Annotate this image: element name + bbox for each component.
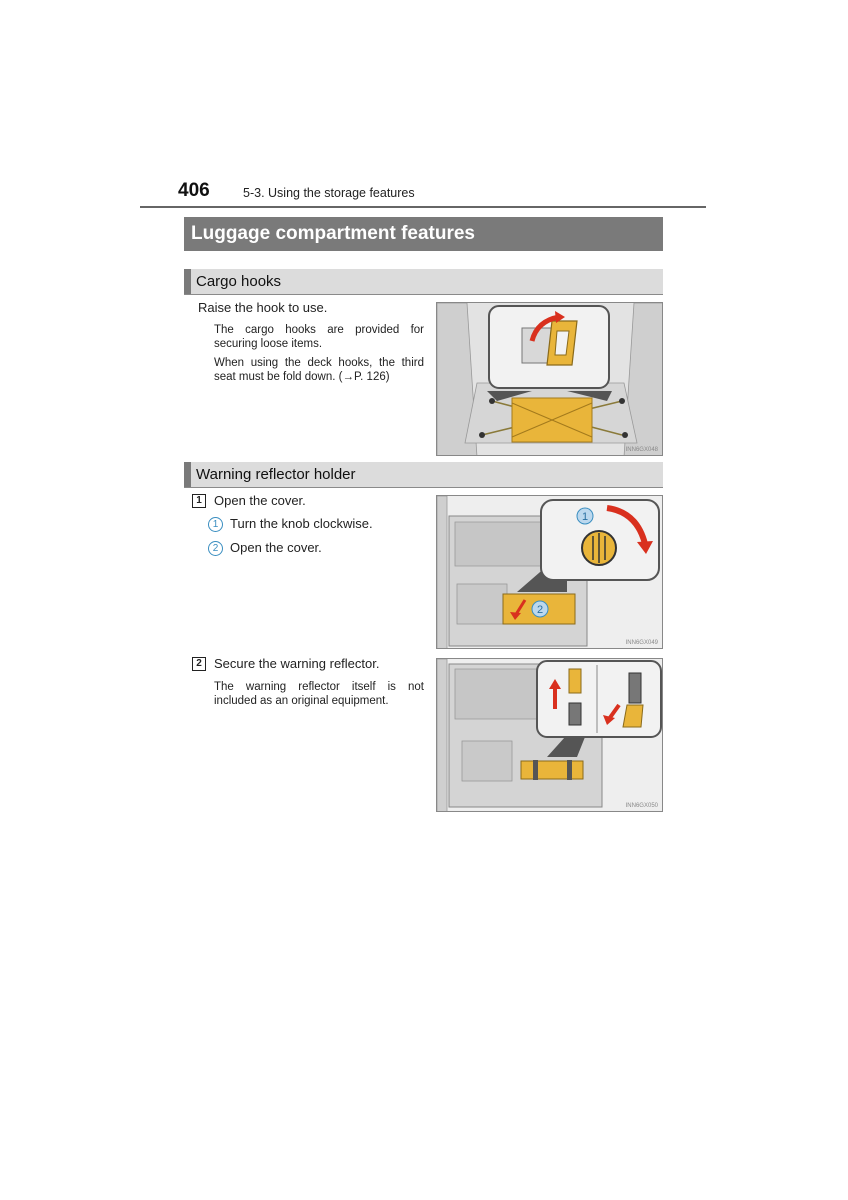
callout-2: 2 xyxy=(536,604,544,616)
step-2-text: Secure the warning reflector. xyxy=(214,656,380,671)
cargo-image-code: INN6GX048 xyxy=(625,447,658,453)
reflector-secure-image-code: INN6GX050 xyxy=(625,803,658,809)
step-1-text: Open the cover. xyxy=(214,493,306,508)
reflector-cover-illustration xyxy=(436,495,663,649)
step-2-badge: 2 xyxy=(192,657,206,671)
cargo-hooks-heading-bar xyxy=(184,269,663,295)
substep-2-badge: 2 xyxy=(208,541,223,556)
section-path: 5-3. Using the storage features xyxy=(243,186,415,200)
substep-2-text: Open the cover. xyxy=(230,540,322,555)
page-number: 406 xyxy=(178,180,210,201)
cargo-hooks-heading: Cargo hooks xyxy=(196,273,282,290)
cargo-note2-line1: When using the deck hooks, the third xyxy=(214,357,424,369)
cargo-hooks-drawing xyxy=(437,303,663,456)
cargo-intro: Raise the hook to use. xyxy=(198,300,328,315)
cargo-note1-line1: The cargo hooks are provided for xyxy=(214,324,424,336)
cargo-note2-line2: seat must be fold down. (→P. 126) xyxy=(214,371,390,383)
substep-1-badge: 1 xyxy=(208,517,223,532)
cargo-note1-line2: securing loose items. xyxy=(214,338,323,350)
step-1-badge: 1 xyxy=(192,494,206,508)
page-title: Luggage compartment features xyxy=(191,223,475,244)
cargo-hooks-illustration xyxy=(436,302,663,456)
reflector-cover-drawing xyxy=(437,496,663,649)
step-2-note-line2: included as an original equipment. xyxy=(214,695,389,707)
reflector-secure-drawing xyxy=(437,659,663,812)
reflector-cover-image-code: INN6GX049 xyxy=(625,640,658,646)
heading-accent xyxy=(184,269,191,294)
callout-1: 1 xyxy=(581,511,589,523)
header-rule xyxy=(140,206,706,208)
reflector-secure-illustration xyxy=(436,658,663,812)
substep-1-text: Turn the knob clockwise. xyxy=(230,516,373,531)
reflector-heading: Warning reflector holder xyxy=(196,466,356,483)
heading-accent xyxy=(184,462,191,487)
step-2-note-line1: The warning reflector itself is not xyxy=(214,681,424,693)
reflector-heading-bar xyxy=(184,462,663,488)
